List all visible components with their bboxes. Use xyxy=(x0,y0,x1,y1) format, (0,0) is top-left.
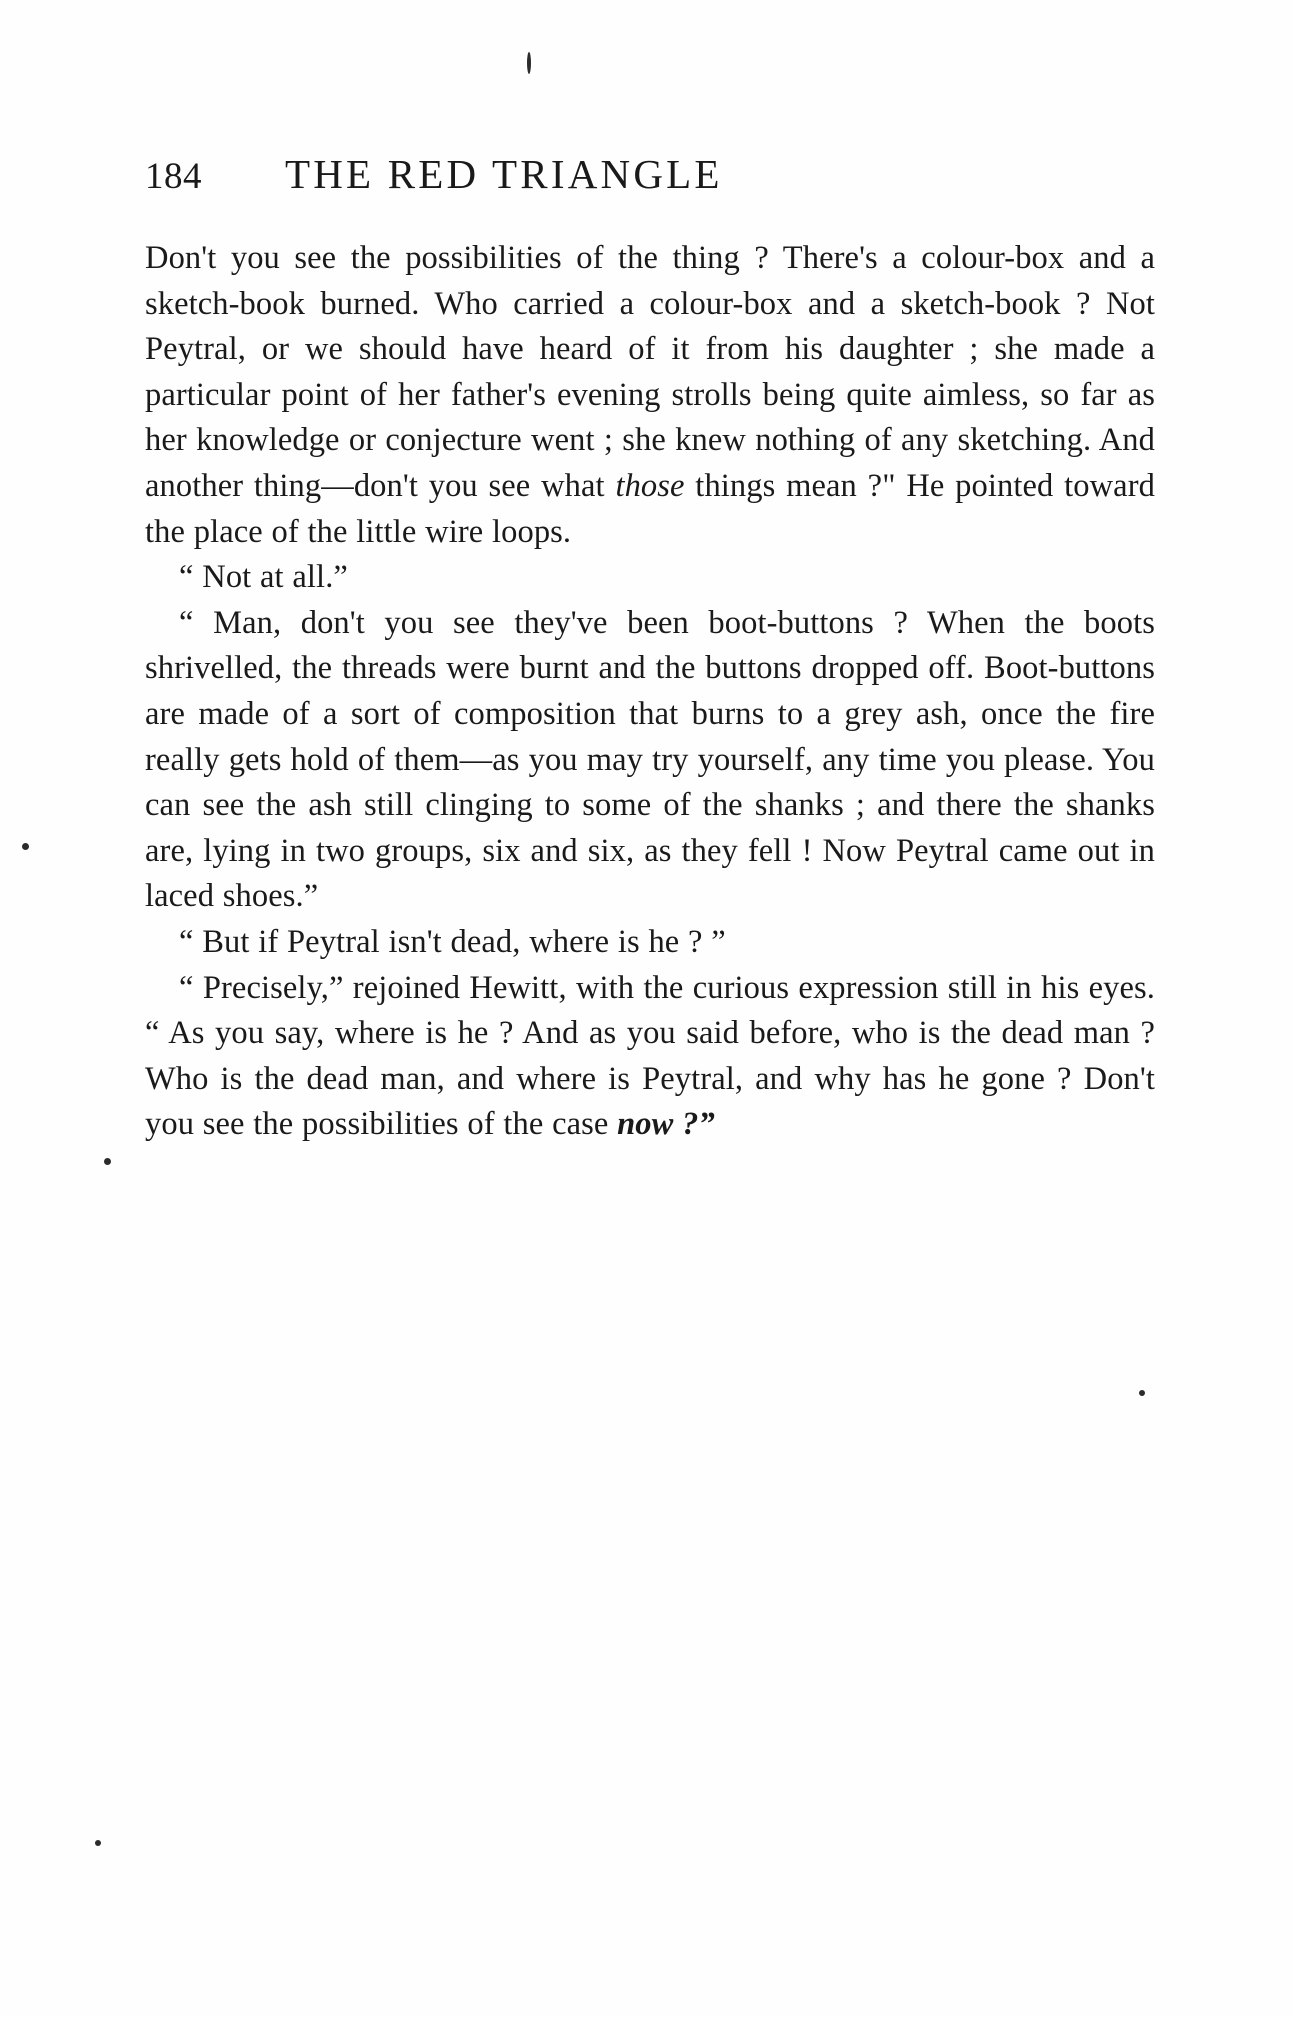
scan-speck xyxy=(95,1840,101,1846)
scan-speck xyxy=(104,1158,111,1165)
strong-emphasis-text: now ?” xyxy=(617,1106,715,1143)
text-run: things mean ?" He pointed toward the place of the little wire loops. xyxy=(145,467,1155,550)
emphasis-text: those xyxy=(615,467,685,504)
paragraph xyxy=(145,601,1155,920)
text-run: “ But if Peytral isn't dead, where is he ? ” xyxy=(179,923,726,960)
paragraph xyxy=(145,555,1155,601)
paragraph xyxy=(145,236,1155,555)
page-number: 184 xyxy=(145,156,202,197)
body-text xyxy=(145,236,1155,1148)
scan-speck xyxy=(527,52,531,74)
text-run: “ Precisely,” rejoined Hewitt, with the curious expression still in his eyes. “ As you say, where is he ? And as you said before, who is the dead man ? Who is the dead man, and where is Peytral, and why has he gone ? Don't you see the possibilities of the case xyxy=(145,969,1155,1143)
text-run: Don't you see the possibilities of the thing ? There's a colour-box and a sketch-book burned. Who carried a colour-box and a sketch-book ? Not Peytral, or we should have heard of it from his daughter ; she made a particular point of her father's evening strolls being quite aimless, so far as her knowledge or conjecture went ; she knew nothing of any sketching. And another thing—don't you see what xyxy=(145,240,1155,504)
running-head-title: THE RED TRIANGLE xyxy=(285,151,723,197)
scan-speck xyxy=(22,843,29,850)
paragraph xyxy=(145,920,1155,966)
text-run: “ Man, don't you see they've been boot-buttons ? When the boots shrivelled, the threads were burnt and the buttons dropped off. Boot-buttons are made of a sort of composition that burns to a grey ash, once the fire really gets hold of them—as you may try yourself, any time you please. You can see the ash still clinging to some of the shanks ; and there the shanks are, lying in two groups, six and six, as they fell ! Now Peytral came out in laced shoes.” xyxy=(145,604,1155,915)
page-header xyxy=(145,150,1155,202)
scan-speck xyxy=(1139,1390,1145,1396)
page-content xyxy=(145,150,1155,1148)
text-run: “ Not at all.” xyxy=(179,559,348,596)
paragraph xyxy=(145,966,1155,1148)
